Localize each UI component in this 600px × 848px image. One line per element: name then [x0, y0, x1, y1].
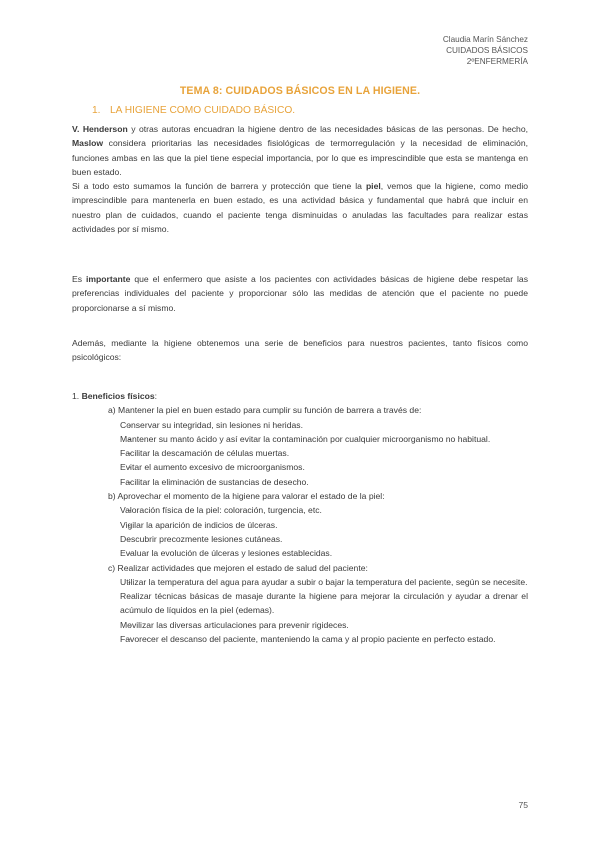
list-item: - Conservar su integridad, sin lesiones ni heridas.	[72, 418, 528, 432]
list-item: - Favorecer el descanso del paciente, manteniendo la cama y al propio paciente en perfecto estado.	[72, 632, 528, 646]
page-header	[443, 34, 528, 67]
benefits-section	[72, 389, 528, 646]
list-item: - Evaluar la evolución de úlceras y lesiones establecidas.	[72, 546, 528, 560]
intro-text: Si a todo esto sumamos la función de barrera y protección que tiene la	[72, 181, 366, 192]
section-number: 1.	[92, 105, 101, 116]
list-item: - Vigilar la aparición de indicios de úlceras.	[72, 518, 528, 532]
benefits-intro-text: Además, mediante la higiene obtenemos una serie de beneficios para nuestros pacientes, tanto físicos como psicológicos:	[72, 338, 528, 363]
benefit-group-a	[108, 403, 528, 417]
intro-block	[72, 122, 528, 236]
bold-henderson: V. Henderson	[72, 124, 128, 134]
bold-maslow: Maslow	[72, 138, 104, 149]
list-item: - Valoración física de la piel: coloración, turgencia, etc.	[72, 503, 528, 517]
list-item: - Utilizar la temperatura del agua para ayudar a subir o bajar la temperatura del paciente, según se necesite.	[72, 575, 528, 589]
intro-text: , vemos que la higiene, como medio imprescindible para mantenerla en buen estado, es una actividad básica y fundamental que habrá que incluir en nuestro plan de cuidados, cuando el paciente tenga disminuidas o anuladas las facultades para realizar estas actividades por sí mismo.	[72, 181, 529, 235]
intro-paragraph-1	[72, 122, 528, 179]
section-heading	[92, 105, 295, 116]
list-item: - Movilizar las diversas articulaciones para prevenir rigideces.	[72, 618, 528, 632]
list-item: - Evitar el aumento excesivo de microorganismos.	[72, 460, 528, 474]
intro-text: y otras autoras encuadran la higiene dentro de las necesidades básicas de las personas. De hecho,	[127, 124, 529, 134]
benefit-group-label: b) Aprovechar el momento de la higiene para valorar el estado de la piel:	[108, 491, 385, 502]
list-item: - Facilitar la descamación de células muertas.	[72, 446, 528, 460]
benefit-group-c	[108, 561, 528, 575]
list-item: - Descubrir precozmente lesiones cutáneas.	[72, 532, 528, 546]
benefits-heading-colon: :	[154, 391, 158, 401]
document-title: TEMA 8: CUIDADOS BÁSICOS EN LA HIGIENE.	[179, 85, 421, 97]
benefits-intro-paragraph	[72, 336, 528, 365]
header-course: CUIDADOS BÁSICOS	[446, 46, 528, 55]
benefits-heading	[72, 389, 528, 403]
benefit-group-label: c) Realizar actividades que mejoren el estado de salud del paciente:	[108, 562, 368, 573]
list-item: - Mantener su manto ácido y así evitar la contaminación por cualquier microorganismo no habitual.	[72, 432, 528, 446]
section-label: LA HIGIENE COMO CUIDADO BÁSICO.	[110, 105, 296, 116]
important-text	[72, 272, 528, 315]
benefit-group-label: a) Mantener la piel en buen estado para cumplir su función de barrera a través de:	[108, 405, 422, 416]
list-item: - Realizar técnicas básicas de masaje durante la higiene para mejorar la circulación y ayudar a drenar el acúmulo de líquidos en la piel (edemas).	[72, 589, 528, 618]
page-number: 75	[518, 800, 528, 810]
benefits-heading-label: Beneficios físicos	[81, 391, 155, 401]
benefits-number: 1.	[72, 391, 80, 401]
benefit-list-b	[72, 503, 528, 560]
important-text-b: que el enfermero que asiste a los pacientes con actividades básicas de higiene debe respetar las preferencias individuales del paciente y proporcionar sólo las medidas de atención que el paciente no puede proporcionarse a sí mismo.	[72, 274, 528, 313]
important-text-a: Es	[72, 274, 86, 284]
bold-piel: piel	[365, 181, 381, 192]
bold-importante: importante	[85, 274, 131, 284]
header-year: 2ºENFERMERÍA	[466, 57, 528, 66]
intro-paragraph-2	[72, 179, 528, 236]
benefit-list-a	[72, 418, 528, 489]
benefit-list-c	[72, 575, 528, 646]
benefit-group-b	[108, 489, 528, 503]
important-paragraph	[72, 272, 528, 315]
list-item: - Facilitar la eliminación de sustancias de desecho.	[72, 475, 528, 489]
header-author: Claudia Marín Sánchez	[442, 35, 528, 44]
intro-text: considera prioritarias las necesidades fisiológicas de termorregulación y la necesidad de eliminación, funciones ambas en las que la piel tiene especial importancia, por lo que es imprescindible que esta se mantenga en buen estado.	[72, 138, 528, 177]
